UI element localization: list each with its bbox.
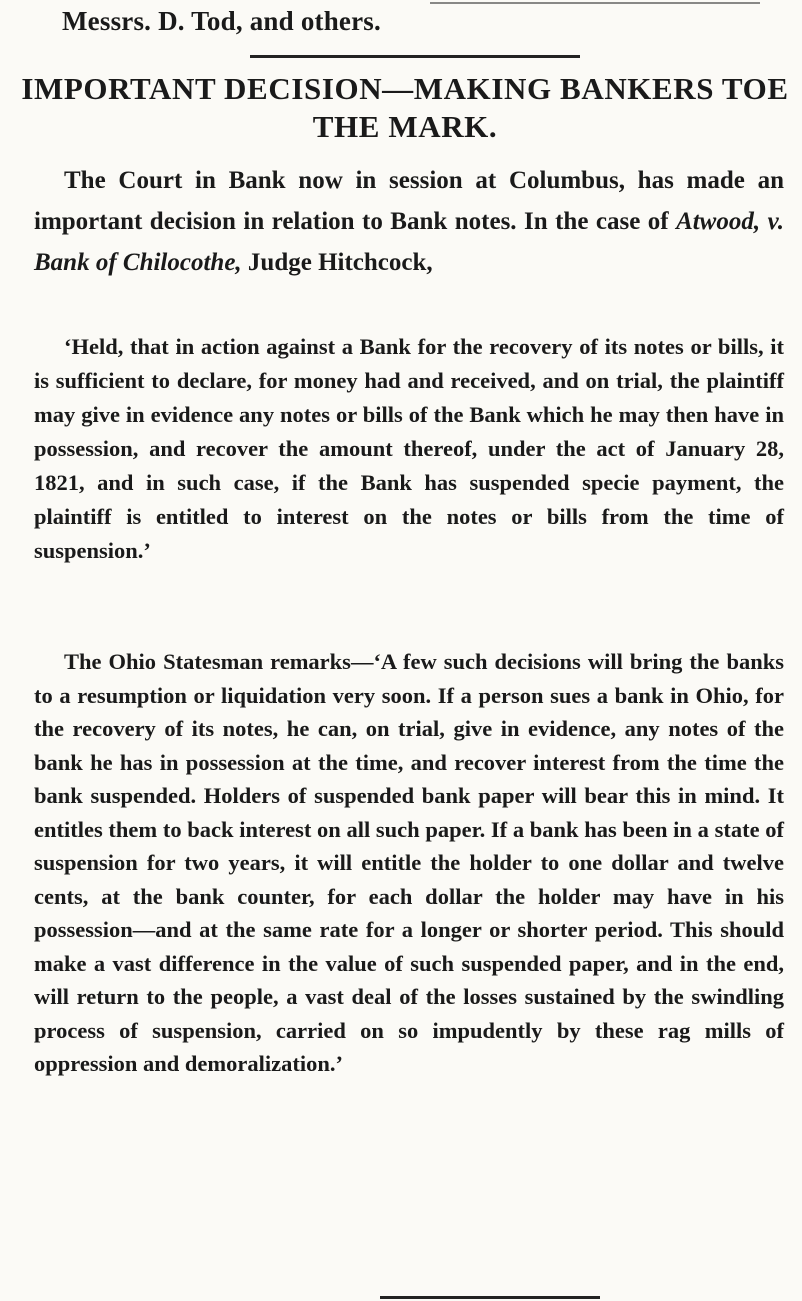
top-rule (430, 0, 760, 4)
article-paragraph-intro (34, 160, 784, 283)
section-divider (250, 55, 580, 58)
bottom-rule (380, 1296, 600, 1299)
intro-tail-text: Judge Hitchcock, (241, 249, 433, 276)
article-paragraph-remarks: The Ohio Statesman remarks—‘A few such decisions will bring the banks to a resumption or liquidation very soon. If a person sues a bank in Ohio, for the recovery of its notes, he can, on trial, give in evidence, any notes of the bank he has in possession at the time, and recover interest from the time the bank suspended. Holders of suspended bank paper will bear this in mind. It entitles them to back interest on all such paper. If a bank has been in a state of suspension for two years, it will entitle the holder to one dollar and twelve cents, at the bank counter, for each dollar the holder may have in his possession—and at the same rate for a longer or shorter period. This should make a vast difference in the value of such suspended paper, and in the end, will return to the people, a vast deal of the losses sustained by the swindling process of suspension, carried on so impudently by these rag mills of oppression and demoralization.’ (34, 649, 784, 1076)
case-name: Atwood, v. Bank of Chilocothe, (34, 208, 784, 276)
article-headline: IMPORTANT DECISION—MAKING BANKERS TOE THE MARK. (21, 71, 789, 144)
intro-lead-text: The Court in Bank now in session at Columbus, has made an important decision in relation to Bank notes. In the case of (34, 167, 784, 235)
signature-line: Messrs. D. Tod, and others. (62, 6, 381, 36)
article-paragraph-holding: ‘Held, that in action against a Bank for the recovery of its notes or bills, it is sufficient to declare, for money had and received, and on trial, the plaintiff may give in evidence any notes or bills of the Bank which he may then have in possession, and recover the amount thereof, under the act of January 28, 1821, and in such case, if the Bank has suspended specie payment, the plaintiff is entitled to interest on the notes or bills from the time of suspension.’ (34, 334, 784, 563)
